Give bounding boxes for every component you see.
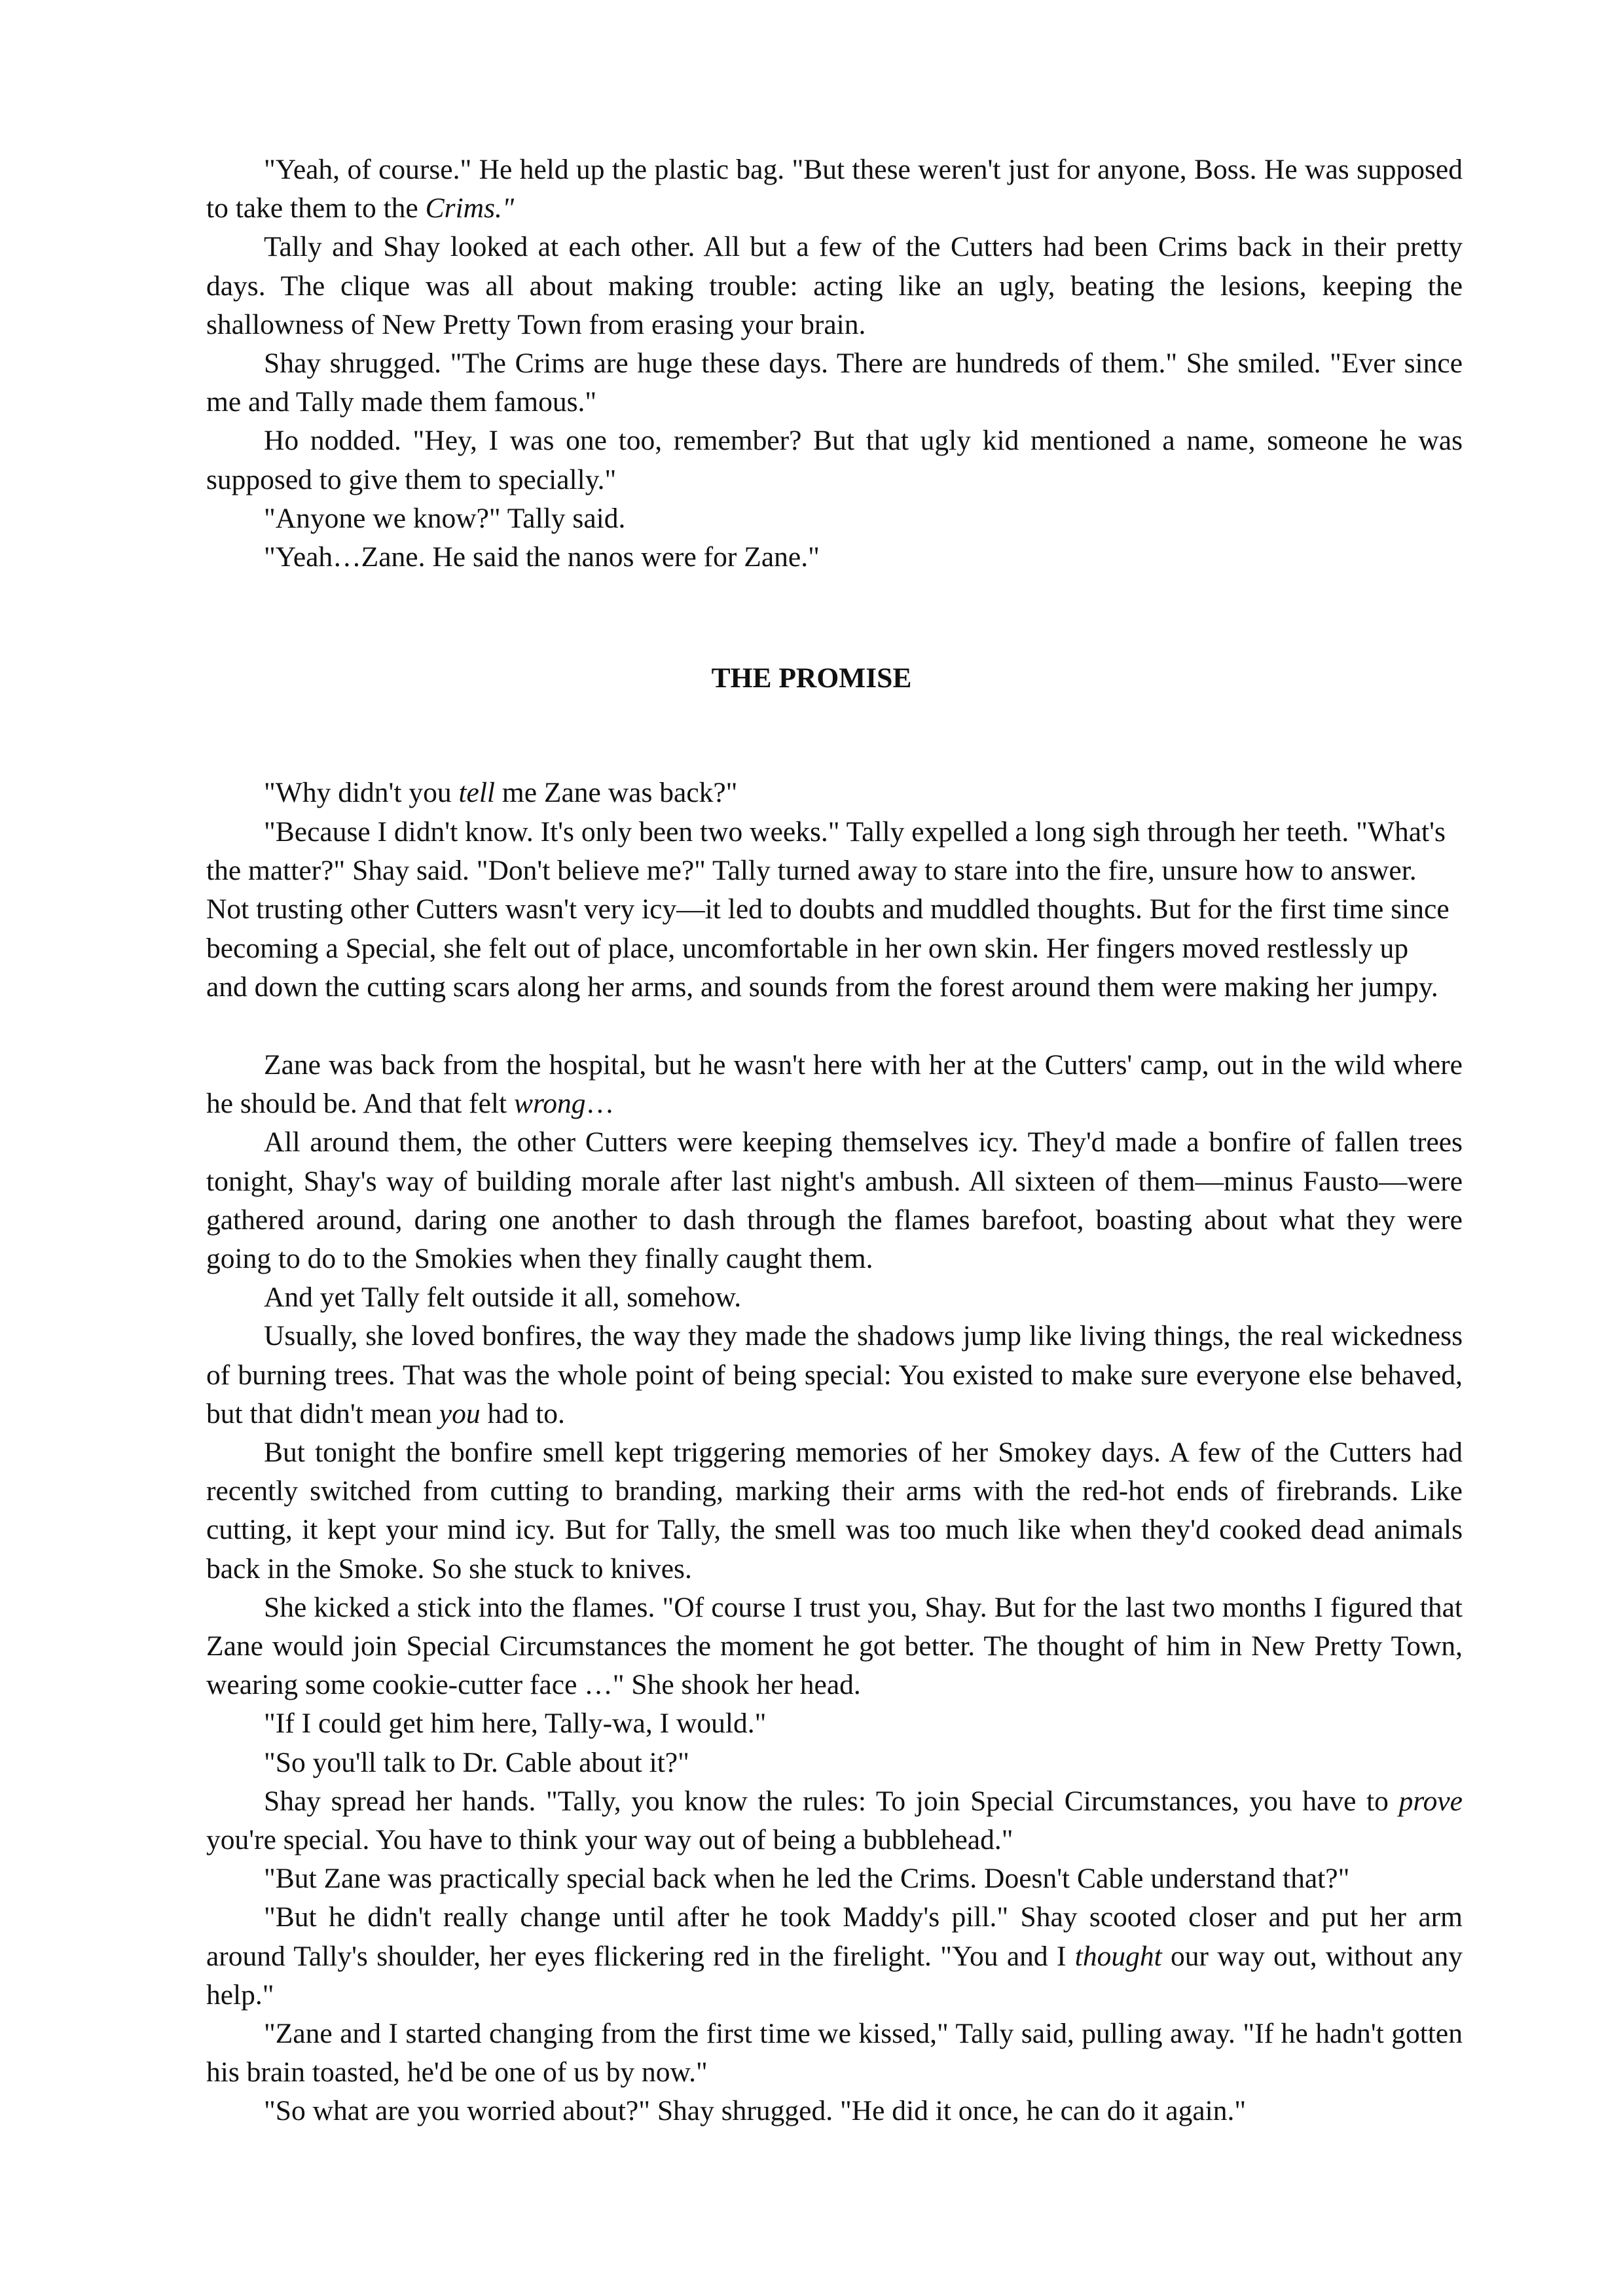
paragraph [206,1588,1463,1705]
italic-text: Crims." [425,192,515,224]
ragged-paragraph-block [206,813,1450,1007]
paragraph [206,1898,1463,2015]
paragraph [206,499,1463,538]
italic-text: you [439,1397,481,1429]
paragraph-text: Zane was back from the hospital, but he wasn't here with her at the Cutters' camp, out in the wild where he should be. And that felt [206,1049,1463,1120]
italic-text: prove [1398,1785,1463,1817]
paragraph-text: "If I could get him here, Tally-wa, I would." [264,1708,767,1740]
paragraph-text: "Zane and I started changing from the first time we kissed," Tally said, pulling away. "If he hadn't gotten his brain toasted, he'd be one of us by now." [206,2018,1463,2089]
paragraph [206,1433,1463,1588]
chapter-title: THE PROMISE [711,662,912,694]
paragraph [206,1123,1463,1278]
paragraph [206,1317,1463,1433]
paragraph-text: Ho nodded. "Hey, I was one too, remember? But that ugly kid mentioned a name, someone he was supposed to give them to specially." [206,425,1463,495]
italic-text: thought [1074,1940,1162,1972]
paragraph-text: "Yeah, of course." He held up the plastic bag. "But these weren't just for anyone, Boss. He was supposed to take them to the [206,154,1463,224]
paragraph-text: "Why didn't you [264,777,459,808]
paragraph [206,151,1463,228]
paragraph-text: "So you'll talk to Dr. Cable about it?" [264,1746,689,1778]
paragraph [206,1744,1463,1782]
paragraph [206,1704,1463,1743]
paragraph-text: Tally and Shay looked at each other. All but a few of the Cutters had been Crims back in their pretty days. The clique was all about making trouble: acting like an ugly, beating the lesions, keeping the shallowness of New Pretty Town from erasing your brain. [206,231,1463,340]
paragraph [206,538,1463,577]
paragraph-text: Usually, she loved bonfires, the way they made the shadows jump like living things, the real wickedness of burning trees. That was the whole point of being special: You existed to make sure everyone else behaved, but that didn't mean [206,1320,1463,1429]
paragraph-text: … [585,1088,615,1120]
paragraph-text: All around them, the other Cutters were keeping themselves icy. They'd made a bonfire of fallen trees tonight, Shay's way of building morale after last night's ambush. All sixteen of them—minus Fausto—were gathered around, daring one another to dash through the flames barefoot, boasting about what they were going to do to the Smokies when they finally caught them. [206,1126,1463,1275]
italic-text: wrong [513,1088,586,1120]
paragraph [206,774,1463,812]
chapter-body [206,1046,1463,2131]
paragraph-text: "Yeah…Zane. He said the nanos were for Zane." [264,541,820,573]
paragraph-text: "So what are you worried about?" Shay shrugged. "He did it once, he can do it again." [264,2095,1247,2127]
paragraph [206,2015,1463,2092]
paragraph-text: Shay spread her hands. "Tally, you know the rules: To join Special Circumstances, you have to [264,1785,1399,1817]
paragraph-text: She kicked a stick into the flames. "Of course I trust you, Shay. But for the last two months I figured that Zane would join Special Circumstances the moment he got better. The thought of him in New Pretty Town, wearing some cookie-cutter face …" She shook her head. [206,1591,1463,1701]
paragraph [206,1278,1463,1317]
paragraph [206,1782,1463,1859]
paragraph-text: me Zane was back?" [495,777,738,808]
section-before-chapter [206,151,1463,577]
italic-text: tell [458,777,496,808]
paragraph [206,228,1463,344]
paragraph-text: "Anyone we know?" Tally said. [264,502,626,534]
paragraph [206,2092,1463,2130]
paragraph-text: "But Zane was practically special back when he led the Crims. Doesn't Cable understand that?" [264,1863,1350,1895]
paragraph [206,1859,1463,1898]
paragraph-text: And yet Tally felt outside it all, somehow. [264,1282,742,1314]
paragraph-text: you're special. You have to think your way out of being a bubblehead." [206,1824,1013,1856]
paragraph [206,344,1463,422]
paragraph-text: "But he didn't really change until after he took Maddy's pill." Shay scooted closer and put her arm around Tally's shoulder, her eyes flickering red in the firelight. "You and I [206,1901,1463,1972]
paragraph-text: our way out, without any help." [206,1940,1463,2011]
chapter-opening [206,774,1463,812]
paragraph-text: Shay shrugged. "The Crims are huge these days. There are hundreds of them." She smiled. "Ever since me and Tally made them famous." [206,348,1463,418]
paragraph-text: had to. [480,1397,565,1429]
paragraph: "Because I didn't know. It's only been two weeks." Tally expelled a long sigh through her teeth. "What's the matter?" Shay said. "Don't believe me?" Tally turned away to stare into the fire, unsure how to answer. Not trusting other Cutters wasn't very icy—it led to doubts and muddled thoughts. But for the first time since becoming a Special, she felt out of place, uncomfortable in her own skin. Her fingers moved restlessly up and down the cutting scars along her arms, and sounds from the forest around them were making her jumpy. [206,816,1450,1003]
paragraph [206,422,1463,499]
paragraph-text: But tonight the bonfire smell kept triggering memories of her Smokey days. A few of the Cutters had recently switched from cutting to branding, marking their arms with the red-hot ends of firebrands. Like cutting, it kept your mind icy. But for Tally, the smell was too much like when they'd cooked dead animals back in the Smoke. So she stuck to knives. [206,1437,1463,1585]
paragraph [206,1046,1463,1123]
